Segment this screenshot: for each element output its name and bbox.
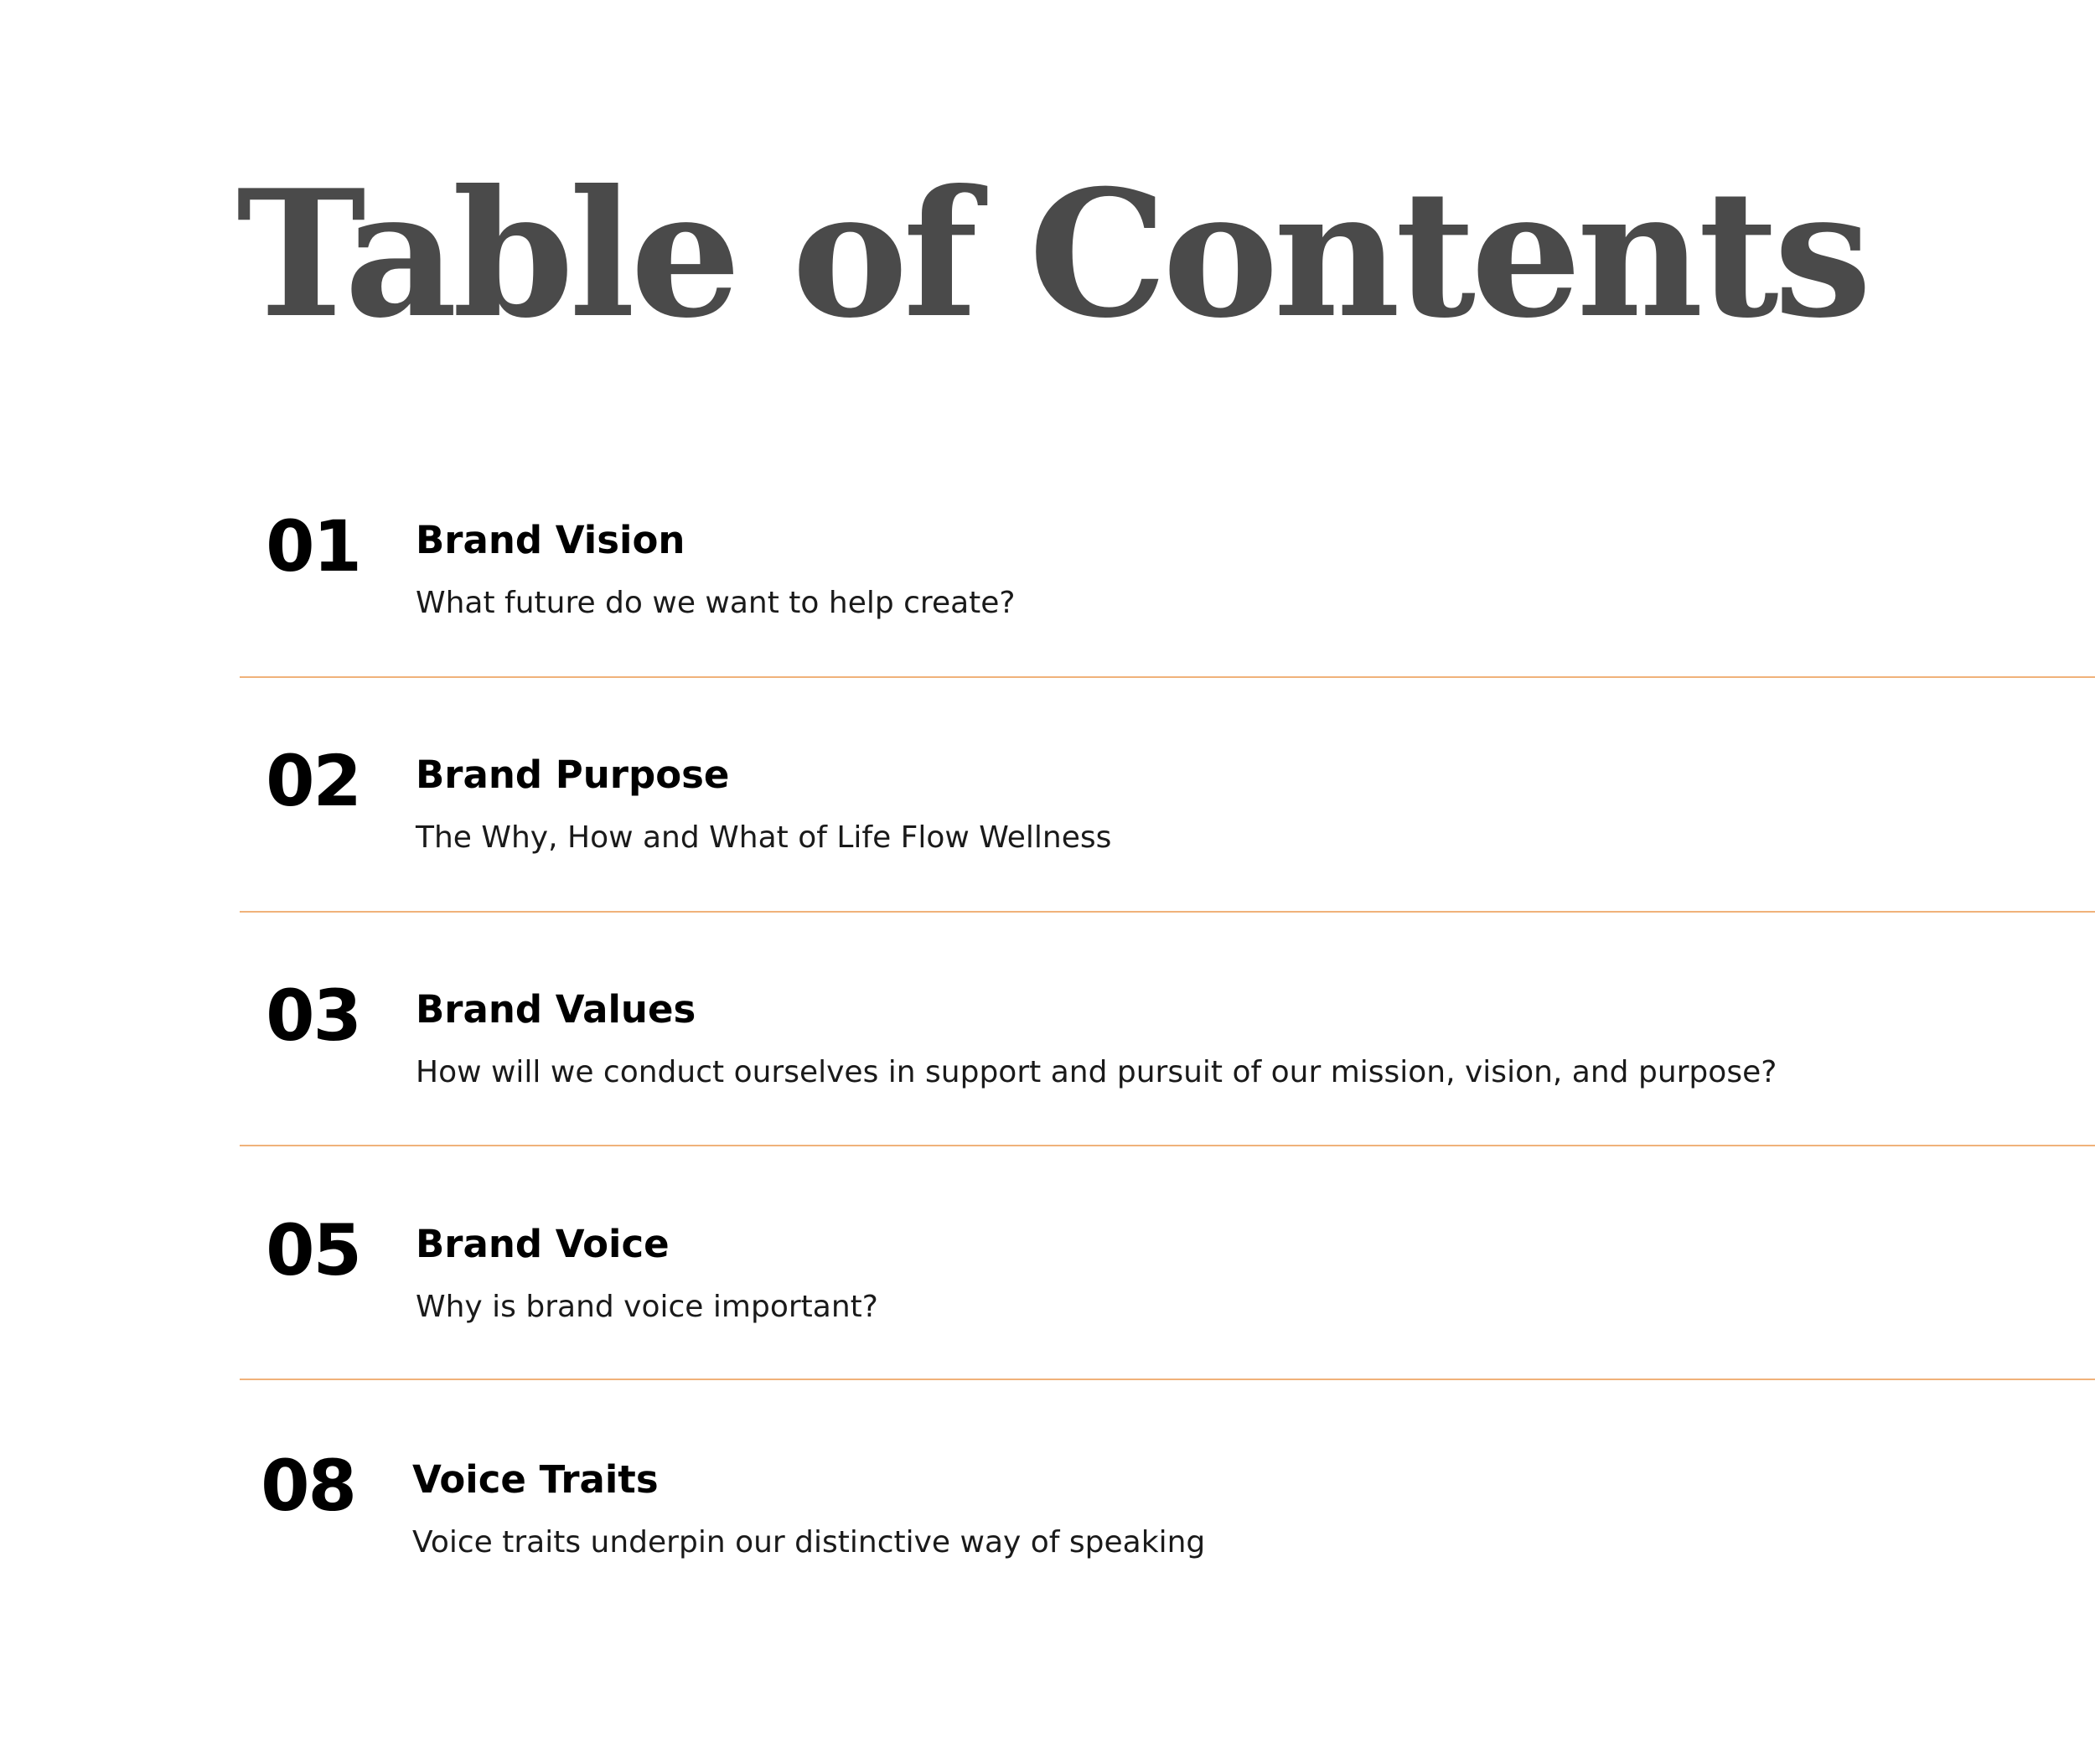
section-divider — [240, 1379, 2095, 1380]
toc-item-number: 08 — [261, 1445, 355, 1527]
toc-item-description: The Why, How and What of Life Flow Wellness — [416, 820, 1112, 855]
toc-item-heading: Brand Purpose — [416, 753, 730, 797]
toc-item-heading: Brand Voice — [416, 1222, 670, 1266]
toc-item-number: 01 — [266, 505, 360, 587]
section-divider — [240, 911, 2095, 913]
toc-item-number: 02 — [266, 740, 360, 822]
toc-item-brand-purpose[interactable] — [0, 740, 2095, 980]
toc-item-voice-traits[interactable] — [0, 1445, 2095, 1685]
section-divider — [240, 1145, 2095, 1146]
toc-item-brand-vision[interactable] — [0, 505, 2095, 746]
toc-item-heading: Brand Values — [416, 987, 696, 1032]
toc-item-description: Voice traits underpin our distinctive way of speaking — [412, 1525, 1206, 1560]
page-title: Table of Contents — [236, 153, 1867, 357]
toc-item-number: 05 — [266, 1209, 360, 1291]
toc-item-heading: Brand Vision — [416, 518, 685, 562]
toc-item-brand-values[interactable] — [0, 975, 2095, 1215]
toc-item-brand-voice[interactable] — [0, 1209, 2095, 1450]
toc-item-description: How will we conduct ourselves in support and pursuit of our mission, vision, and purpose? — [416, 1055, 1777, 1089]
toc-item-heading: Voice Traits — [412, 1457, 659, 1502]
toc-item-description: What future do we want to help create? — [416, 586, 1016, 620]
section-divider — [240, 676, 2095, 678]
toc-item-description: Why is brand voice important? — [416, 1290, 878, 1324]
toc-item-number: 03 — [266, 975, 360, 1057]
